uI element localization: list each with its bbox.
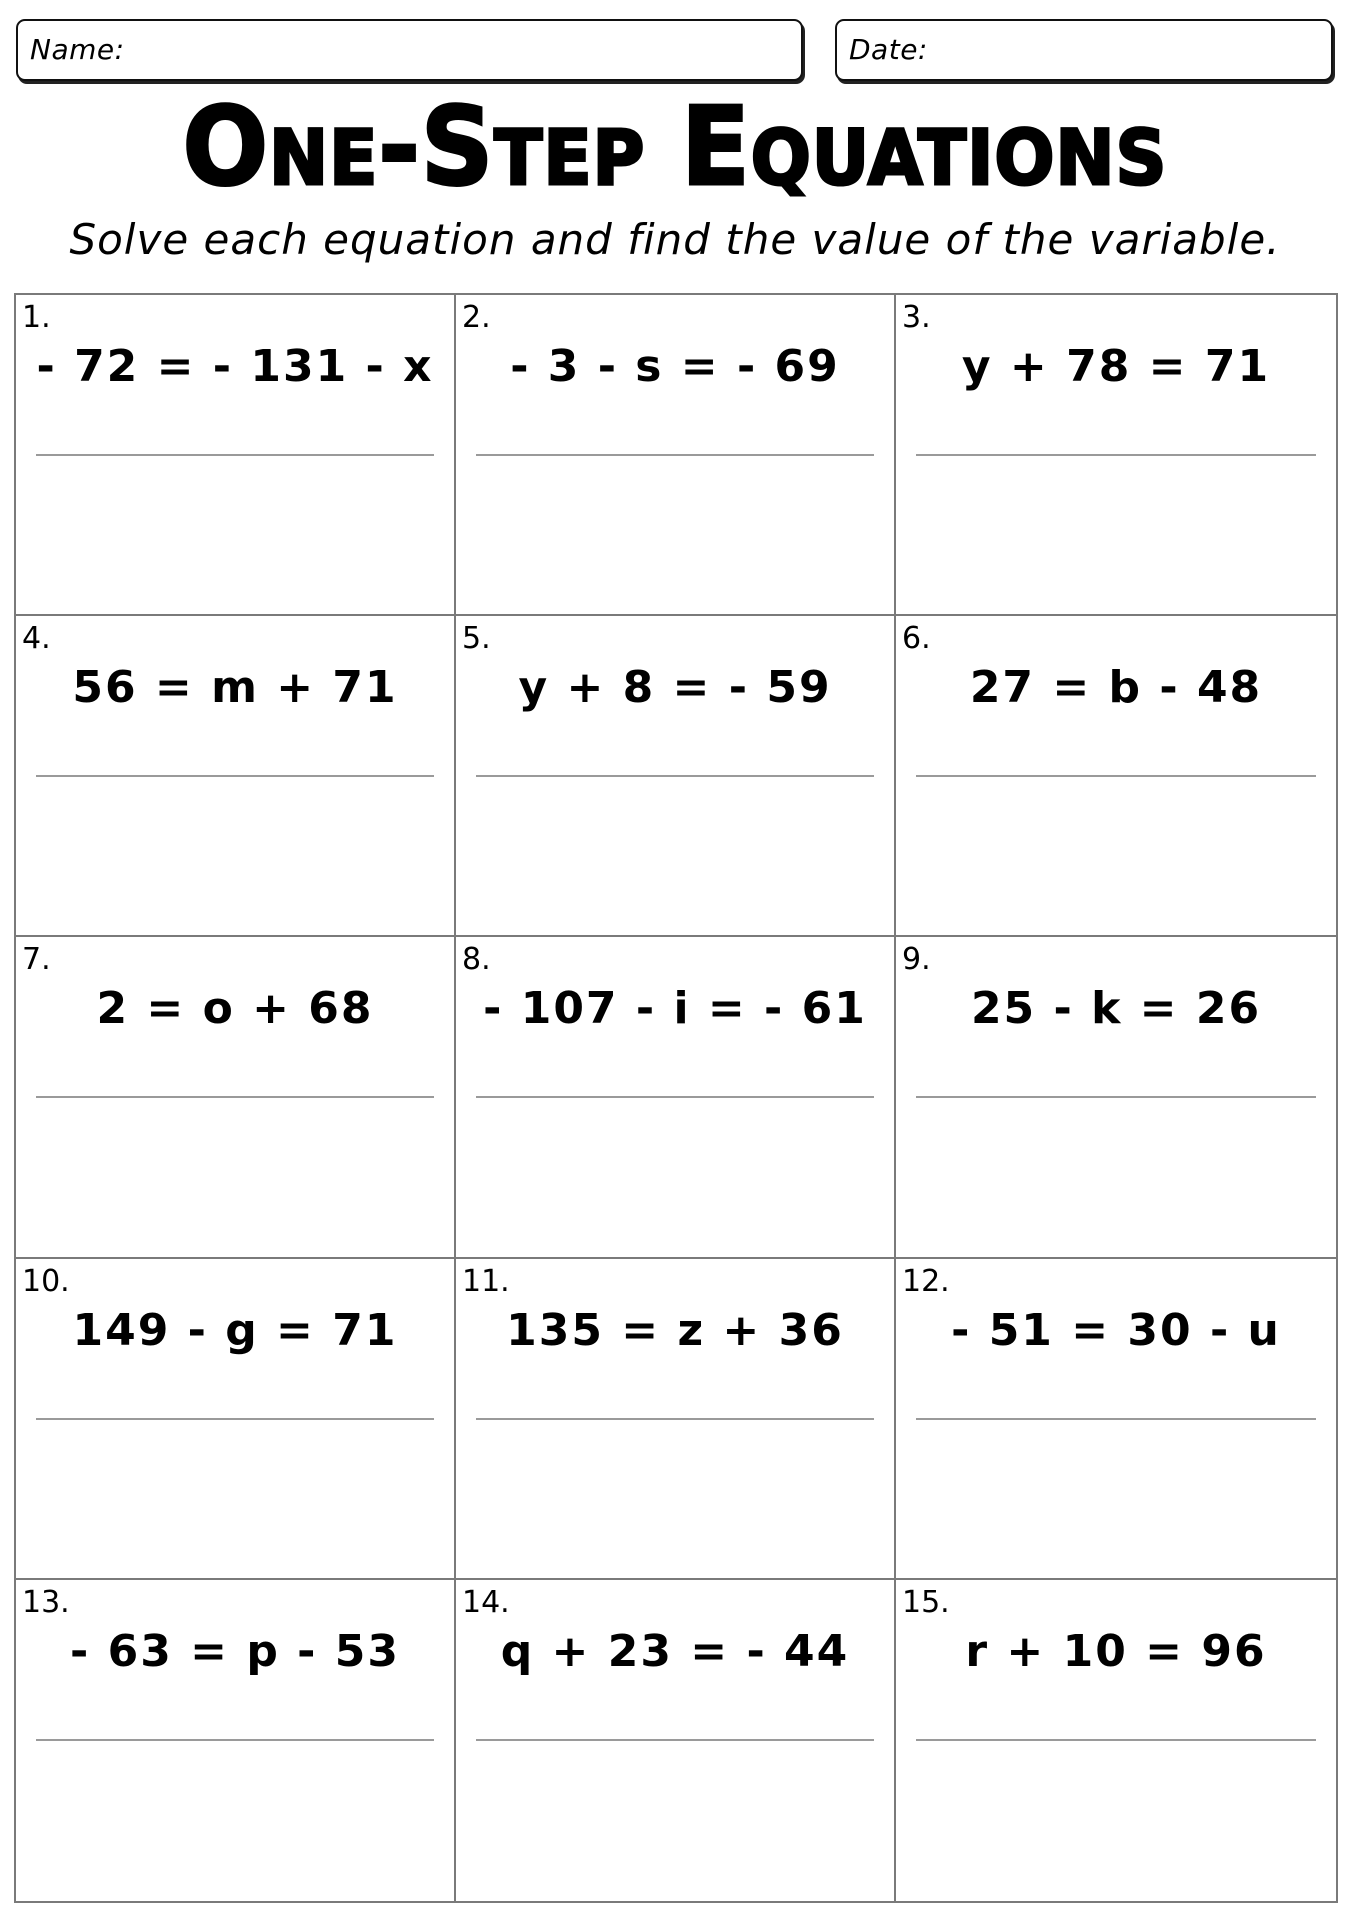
answer-line[interactable] <box>36 775 434 777</box>
problem-number: 9. <box>902 942 931 978</box>
answer-line[interactable] <box>476 1096 874 1098</box>
problem-cell <box>456 937 896 1258</box>
problem-equation: - 51 = 30 - u <box>951 1304 1281 1356</box>
instructions: Solve each equation and find the value of the variable. <box>69 215 1281 264</box>
answer-line[interactable] <box>36 1739 434 1741</box>
problem-number: 7. <box>22 942 51 978</box>
problem-equation: y + 8 = - 59 <box>518 662 832 714</box>
problem-equation: 135 = z + 36 <box>506 1304 844 1356</box>
problem-equation: - 107 - i = - 61 <box>483 983 867 1035</box>
problem-number: 4. <box>22 621 51 657</box>
problem-number: 5. <box>462 621 491 657</box>
problem-number: 6. <box>902 621 931 657</box>
problem-cell <box>16 1259 456 1580</box>
problem-number: 13. <box>22 1584 70 1620</box>
problem-cell <box>896 937 1336 1258</box>
problem-equation: 149 - g = 71 <box>72 1304 398 1356</box>
answer-line[interactable] <box>36 1418 434 1420</box>
problem-number: 10. <box>22 1263 70 1299</box>
problem-equation: 27 = b - 48 <box>969 662 1263 714</box>
worksheet-title: One-Step Equations <box>182 85 1168 210</box>
problem-cell <box>16 1580 456 1901</box>
answer-line[interactable] <box>476 1418 874 1420</box>
answer-line[interactable] <box>916 454 1316 456</box>
problem-equation: 25 - k = 26 <box>970 983 1262 1035</box>
problem-number: 11. <box>462 1263 510 1299</box>
answer-line[interactable] <box>916 1739 1316 1741</box>
problem-number: 1. <box>22 300 51 335</box>
problem-cell <box>896 1259 1336 1580</box>
answer-line[interactable] <box>476 454 874 456</box>
problem-equation: 2 = o + 68 <box>96 983 374 1035</box>
problem-cell <box>456 616 896 937</box>
answer-line[interactable] <box>476 775 874 777</box>
problem-equation: - 72 = - 131 - x <box>36 341 434 392</box>
problem-equation: r + 10 = 96 <box>965 1625 1267 1677</box>
answer-line[interactable] <box>36 454 434 456</box>
problem-number: 8. <box>462 942 491 978</box>
problem-equation: y + 78 = 71 <box>961 341 1271 392</box>
problem-grid <box>14 293 1338 1903</box>
answer-line[interactable] <box>916 1418 1316 1420</box>
problem-cell <box>16 616 456 937</box>
answer-line[interactable] <box>36 1096 434 1098</box>
answer-line[interactable] <box>476 1739 874 1741</box>
problem-cell <box>896 295 1336 616</box>
problem-equation: 56 = m + 71 <box>72 662 398 714</box>
problem-equation: q + 23 = - 44 <box>500 1625 850 1677</box>
problem-cell <box>896 1580 1336 1901</box>
problem-equation: - 63 = p - 53 <box>70 1625 400 1677</box>
problem-number: 15. <box>902 1584 950 1620</box>
problem-cell <box>456 1259 896 1580</box>
problem-number: 14. <box>462 1584 510 1620</box>
problem-cell <box>456 1580 896 1901</box>
problem-cell <box>16 295 456 616</box>
problem-number: 3. <box>902 300 931 335</box>
name-field[interactable] <box>16 19 803 81</box>
answer-line[interactable] <box>916 775 1316 777</box>
problem-cell <box>456 295 896 616</box>
date-field[interactable] <box>835 19 1333 81</box>
problem-cell <box>896 616 1336 937</box>
name-label: Name: <box>30 33 125 66</box>
date-label: Date: <box>849 33 928 66</box>
problem-number: 12. <box>902 1263 950 1299</box>
problem-equation: - 3 - s = - 69 <box>510 341 840 392</box>
problem-number: 2. <box>462 300 491 335</box>
problem-cell <box>16 937 456 1258</box>
answer-line[interactable] <box>916 1096 1316 1098</box>
